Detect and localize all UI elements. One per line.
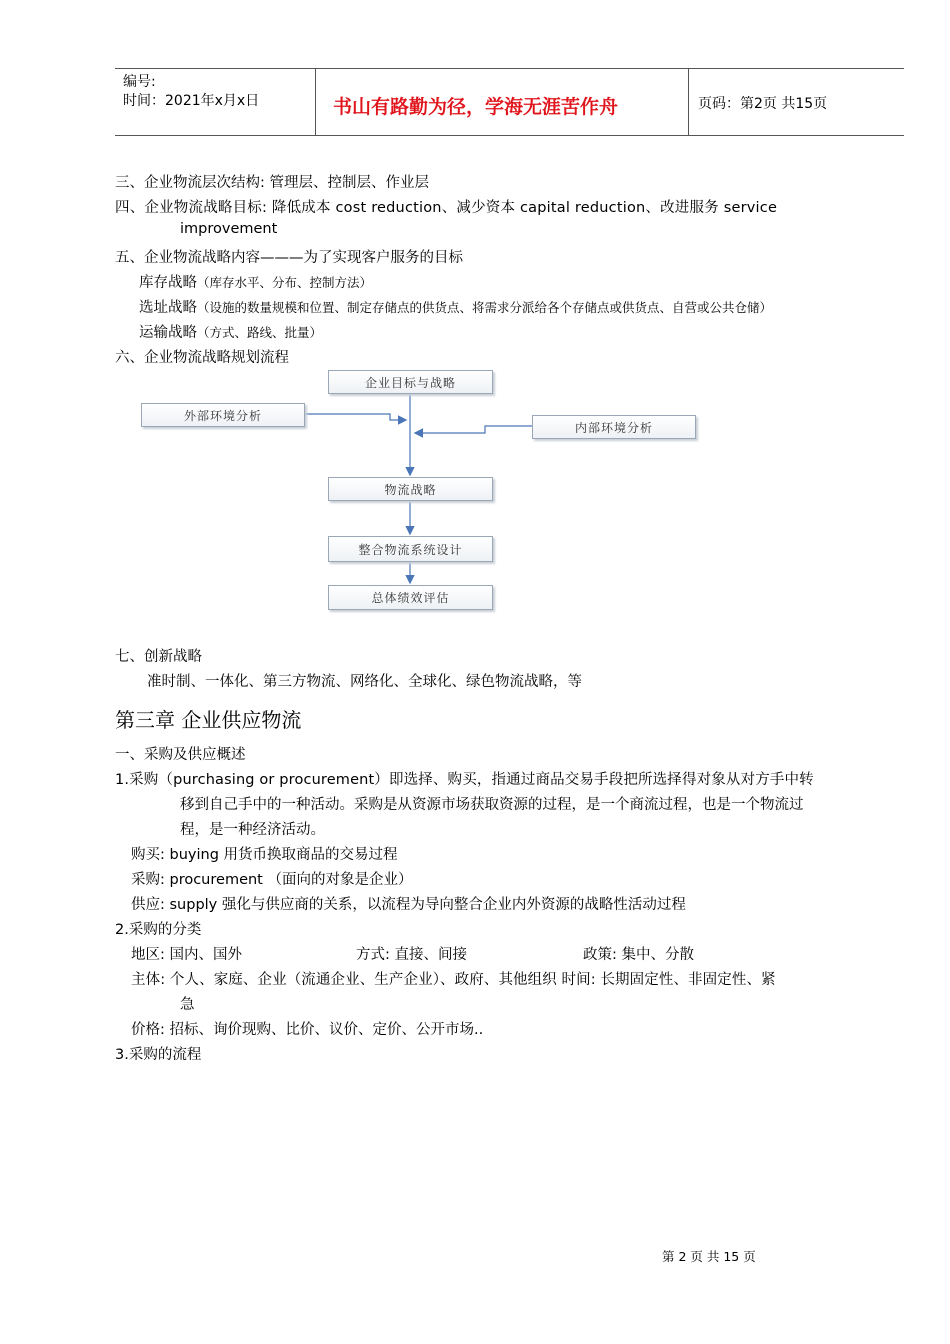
- text-line: 价格: 招标、询价现购、比价、议价、定价、公开市场..: [131, 1022, 484, 1038]
- transport-strategy-title: 运输战略: [139, 325, 197, 341]
- text-line: 方式: 直接、间接: [356, 947, 467, 963]
- arrow-internal: [416, 426, 532, 433]
- text-line: 政策: 集中、分散: [583, 947, 694, 963]
- inventory-strategy-note: （库存水平、分布、控制方法）: [197, 275, 373, 290]
- text-line: 五、企业物流战略内容———为了实现客户服务的目标: [115, 250, 463, 266]
- serial-label: 编号:: [123, 74, 156, 90]
- text-line: 采购: procurement （面向的对象是企业）: [131, 872, 413, 888]
- header-page-label: 页码：第2页 共15页: [698, 96, 828, 112]
- chapter-title: 第三章 企业供应物流: [115, 708, 302, 732]
- time-label: 时间：2021年x月x日: [123, 93, 260, 109]
- text-line: 3.采购的流程: [115, 1047, 202, 1063]
- flow-box-goal: 企业目标与战略: [328, 370, 493, 394]
- flow-box-integrate: 整合物流系统设计: [328, 536, 493, 562]
- flow-box-internal: 内部环境分析: [532, 415, 696, 439]
- text-line: 三、企业物流层次结构: 管理层、控制层、作业层: [115, 175, 429, 191]
- text-line: 地区: 国内、国外: [131, 947, 242, 963]
- text-line: 购买: buying 用货币换取商品的交易过程: [131, 847, 398, 863]
- site-strategy-title: 选址战略: [139, 300, 197, 316]
- text-line: 移到自己手中的一种活动。采购是从资源市场获取资源的过程，是一个商流过程，也是一个物流过: [180, 797, 804, 813]
- text-line: 主体: 个人、家庭、企业（流通企业、生产企业）、政府、其他组织 时间: 长期固定性、非固定性、紧: [131, 972, 776, 988]
- text-line: improvement: [180, 221, 278, 237]
- text-line: 1.采购（purchasing or procurement）即选择、购买，指通过商品交易手段把所选择得对象从对方手中转: [115, 772, 814, 788]
- site-strategy-note: （设施的数量规模和位置、制定存储点的供货点、将需求分派给各个存储点或供货点、自营或公共仓储）: [197, 300, 773, 315]
- inventory-strategy-title: 库存战略: [139, 275, 197, 291]
- footer-page-number: 第 2 页 共 15 页: [662, 1249, 756, 1264]
- text-line: 七、创新战略: [115, 649, 202, 665]
- text-line: 供应: supply 强化与供应商的关系，以流程为导向整合企业内外资源的战略性活动过程: [131, 897, 686, 913]
- text-line: 一、采购及供应概述: [115, 747, 246, 763]
- flow-box-external: 外部环境分析: [141, 403, 305, 427]
- text-line: 急: [180, 997, 195, 1013]
- flow-box-eval: 总体绩效评估: [328, 585, 493, 610]
- flow-box-logistics: 物流战略: [328, 477, 493, 501]
- text-line: 2.采购的分类: [115, 922, 202, 938]
- header-motto: 书山有路勤为径，学海无涯苦作舟: [333, 96, 619, 118]
- text-line: 程，是一种经济活动。: [180, 822, 325, 838]
- text-line: 六、企业物流战略规划流程: [115, 350, 289, 366]
- text-line: 四、企业物流战略目标: 降低成本 cost reduction、减少资本 capital reduction、改进服务 service: [115, 200, 778, 216]
- arrow-external: [304, 414, 405, 420]
- transport-strategy-note: （方式、路线、批量）: [197, 325, 323, 340]
- text-line: 准时制、一体化、第三方物流、网络化、全球化、绿色物流战略，等: [147, 674, 582, 690]
